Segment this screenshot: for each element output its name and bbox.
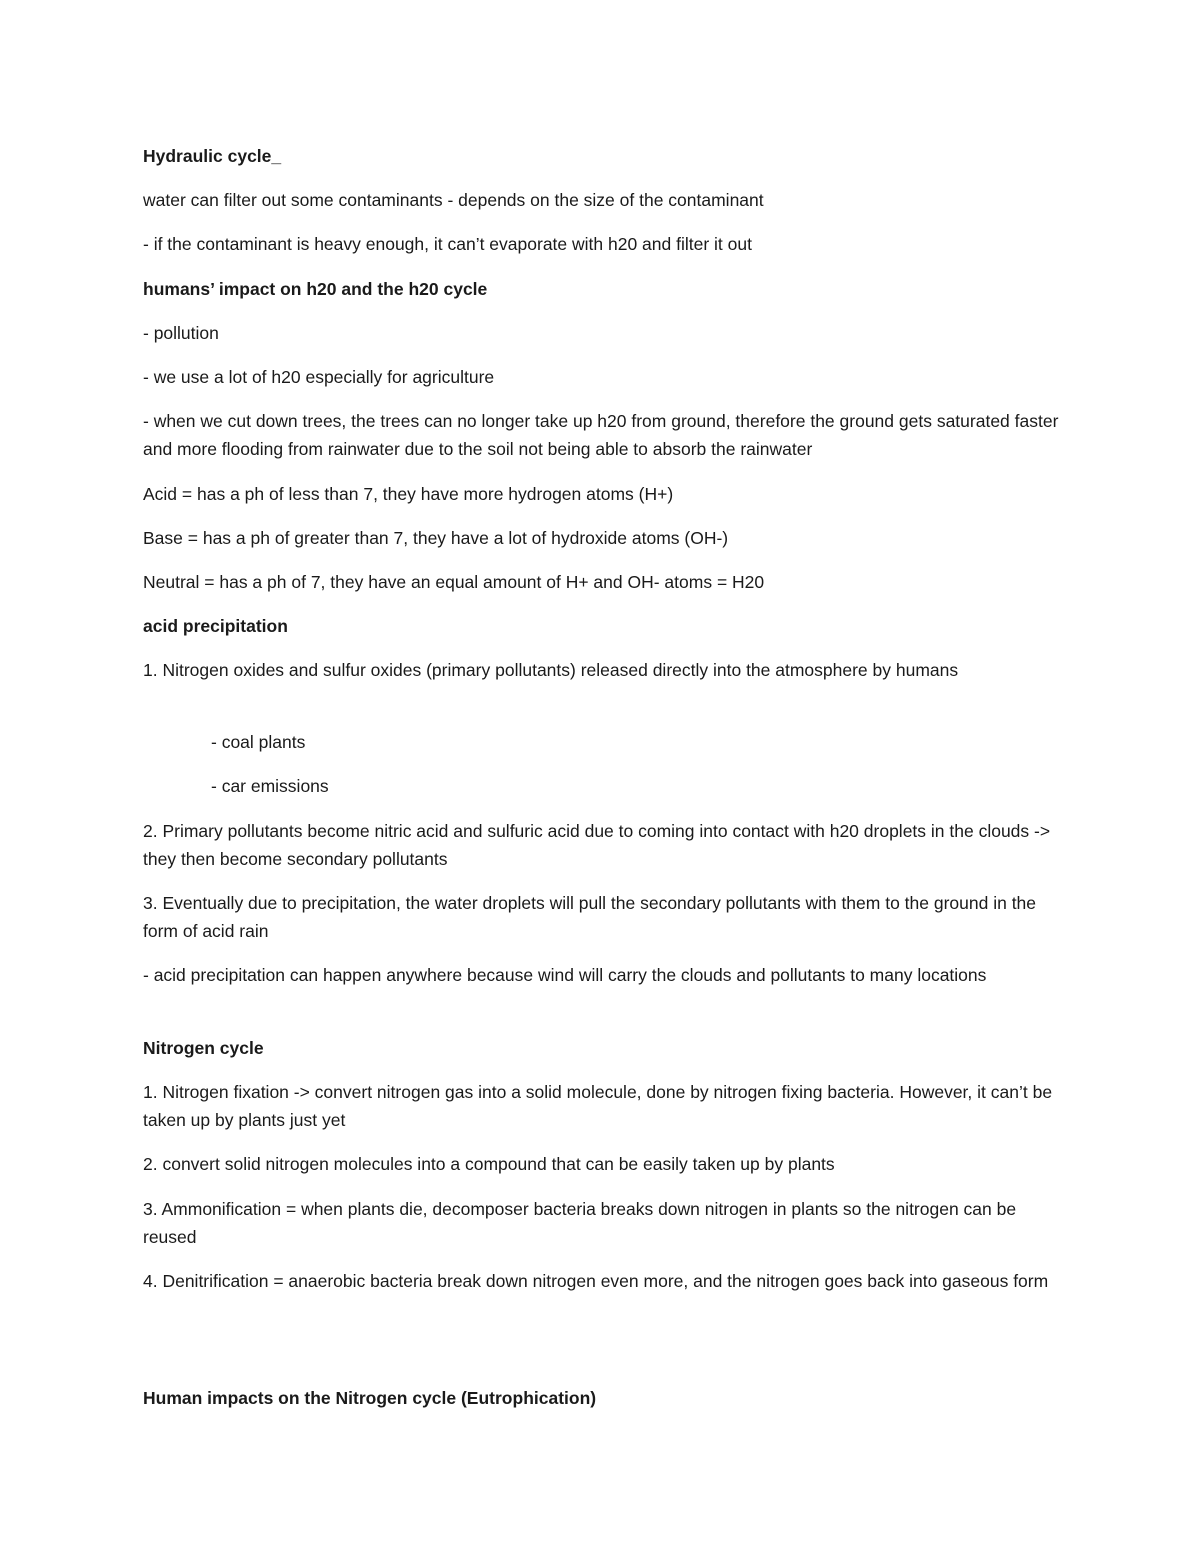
heading-human-impacts-nitrogen: Human impacts on the Nitrogen cycle (Eutrophication) [143, 1388, 597, 1408]
nitrogen-step-2: 2. convert solid nitrogen molecules into a compound that can be easily taken up by plants [143, 1154, 835, 1174]
definition-base: Base = has a ph of greater than 7, they have a lot of hydroxide atoms (OH-) [143, 528, 729, 548]
acid-step-1: 1. Nitrogen oxides and sulfur oxides (primary pollutants) released directly into the atmosphere by humans [143, 660, 959, 680]
nitrogen-step-1: 1. Nitrogen fixation -> convert nitrogen gas into a solid molecule, done by nitrogen fixing bacteria. However, it can’t be taken up by plants just yet [143, 1082, 1053, 1130]
subitem-car-emissions: - car emissions [211, 776, 329, 796]
heading-hydraulic-cycle: Hydraulic cycle_ [143, 146, 282, 166]
bullet-agriculture: - we use a lot of h20 especially for agriculture [143, 367, 495, 387]
paragraph-filter: water can filter out some contaminants - depends on the size of the contaminant [143, 190, 764, 210]
paragraph-heavy-contaminant: - if the contaminant is heavy enough, it can’t evaporate with h20 and filter it out [143, 234, 752, 254]
definition-neutral: Neutral = has a ph of 7, they have an equal amount of H+ and OH- atoms = H20 [143, 572, 765, 592]
paragraph-acid-anywhere: - acid precipitation can happen anywhere because wind will carry the clouds and pollutants to many locations [143, 965, 987, 985]
heading-acid-precipitation: acid precipitation [143, 616, 288, 636]
acid-step-3: 3. Eventually due to precipitation, the water droplets will pull the secondary pollutants with them to the ground in the form of acid rain [143, 893, 1037, 941]
nitrogen-step-3: 3. Ammonification = when plants die, decomposer bacteria breaks down nitrogen in plants so the nitrogen can be reused [143, 1199, 1017, 1247]
bullet-pollution: - pollution [143, 323, 219, 343]
heading-nitrogen-cycle: Nitrogen cycle [143, 1038, 264, 1058]
definition-acid: Acid = has a ph of less than 7, they have more hydrogen atoms (H+) [143, 484, 674, 504]
bullet-cut-trees: - when we cut down trees, the trees can no longer take up h20 from ground, therefore the ground gets saturated faster and more flooding from rainwater due to the soil not being able to absorb the rainwater [143, 411, 1059, 459]
nitrogen-step-4: 4. Denitrification = anaerobic bacteria break down nitrogen even more, and the nitrogen goes back into gaseous form [143, 1271, 1049, 1291]
acid-step-2: 2. Primary pollutants become nitric acid and sulfuric acid due to coming into contact with h20 droplets in the clouds -> they then become secondary pollutants [143, 821, 1051, 869]
heading-humans-impact: humans’ impact on h20 and the h20 cycle [143, 279, 488, 299]
subitem-coal-plants: - coal plants [211, 732, 306, 752]
